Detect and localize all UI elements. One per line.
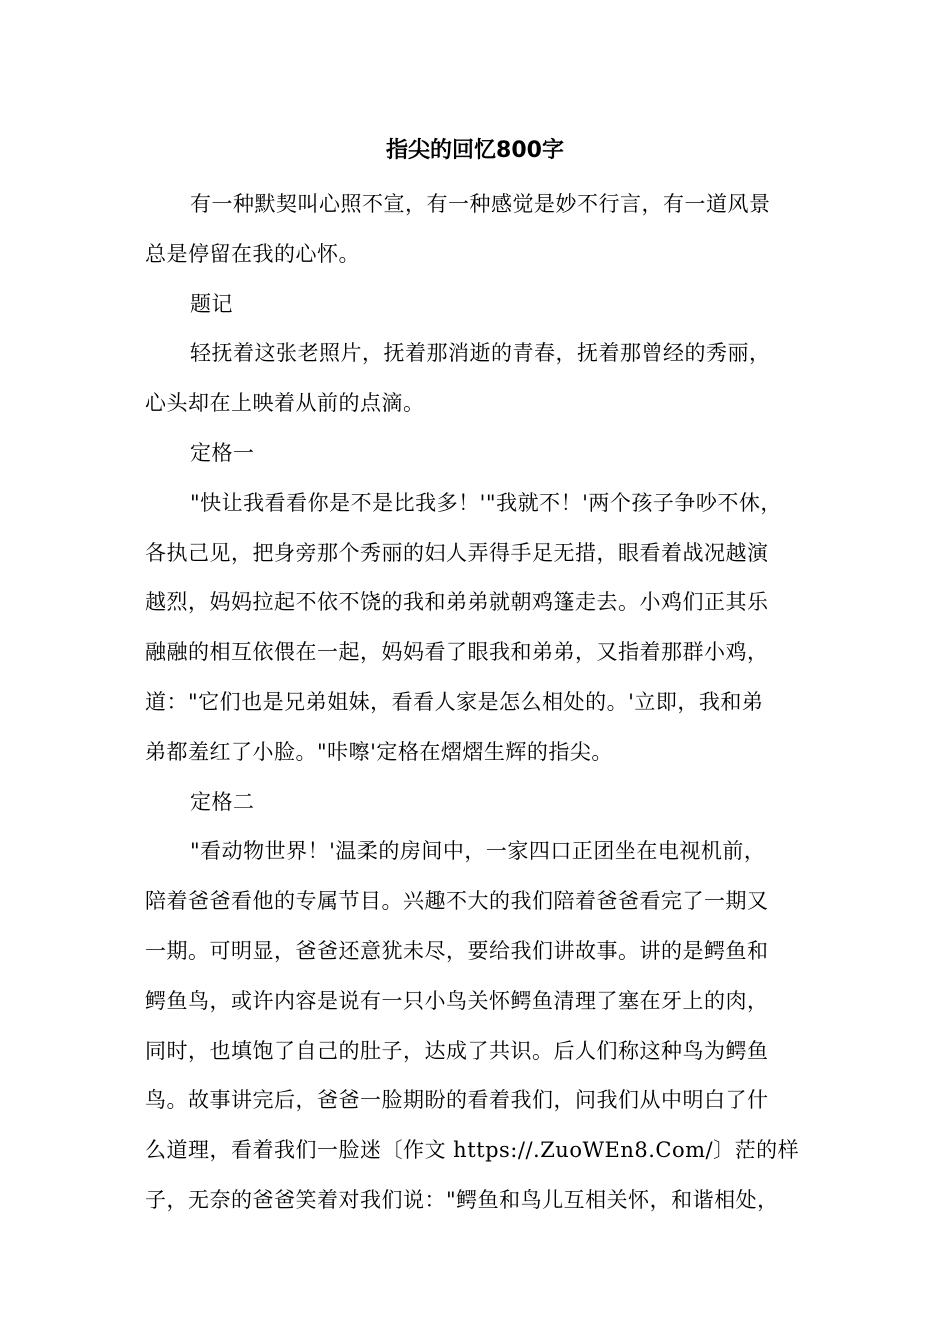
text-line: 道："它们也是兄弟姐妹，看看人家是怎么相处的。'立即，我和弟 (145, 689, 764, 714)
paragraph-intro (145, 329, 815, 429)
text-line: 有一种默契叫心照不宣，有一种感觉是妙不行言，有一道风景 (190, 192, 771, 216)
text-line: 定格一 (190, 440, 255, 465)
text-line: 心头却在上映着从前的点滴。 (145, 391, 425, 416)
paragraph-epigraph-label (145, 280, 815, 330)
text-line: 各执己见，把身旁那个秀丽的妇人弄得手足无措，眼看着战况越演 (145, 540, 769, 565)
text-line: 同时，也填饱了自己的肚子，达成了共识。后人们称这种鸟为鳄鱼 (145, 1038, 769, 1063)
text-line: 陪着爸爸看他的专属节目。兴趣不大的我们陪着爸爸看完了一期又 (145, 889, 769, 914)
paragraph-section-1 (145, 479, 815, 778)
paragraph-epigraph (145, 180, 815, 280)
section-heading-1 (145, 429, 815, 479)
text-line: "看动物世界！'温柔的房间中，一家四口正团坐在电视机前， (190, 839, 766, 864)
text-line: 鳄鱼鸟，或许内容是说有一只小鸟关怀鳄鱼清理了塞在牙上的肉， (145, 988, 769, 1013)
text-line: 题记 (190, 291, 233, 316)
text-line: 鸟。故事讲完后，爸爸一脸期盼的看着我们，问我们从中明白了什 (145, 1088, 769, 1113)
document-title: 指尖的回忆800字 (386, 138, 564, 163)
document-body (145, 180, 815, 1226)
text-line: 轻抚着这张老照片，抚着那消逝的青春，抚着那曾经的秀丽， (190, 341, 771, 366)
text-line: 总是停留在我的心怀。 (145, 241, 360, 266)
text-line: 越烈，妈妈拉起不依不饶的我和弟弟就朝鸡篷走去。小鸡们正其乐 (145, 590, 769, 615)
text-line: "快让我看看你是不是比我多！'"我就不！'两个孩子争吵不休， (190, 490, 782, 515)
section-heading-2 (145, 778, 815, 828)
text-line: 么道理，看着我们一脸迷〔作文 https://.ZuoWEn8.Com/〕茫的样 (145, 1138, 800, 1163)
text-line: 子，无奈的爸爸笑着对我们说："鳄鱼和鸟儿互相关怀，和谐相处， (145, 1187, 779, 1212)
text-line: 一期。可明显，爸爸还意犹未尽，要给我们讲故事。讲的是鳄鱼和 (145, 938, 769, 963)
text-line: 弟都羞红了小脸。"咔嚓'定格在熠熠生辉的指尖。 (145, 739, 613, 764)
text-line: 融融的相互依偎在一起，妈妈看了眼我和弟弟，又指着那群小鸡， (145, 640, 769, 665)
text-line: 定格二 (190, 789, 255, 814)
paragraph-section-2 (145, 827, 815, 1225)
